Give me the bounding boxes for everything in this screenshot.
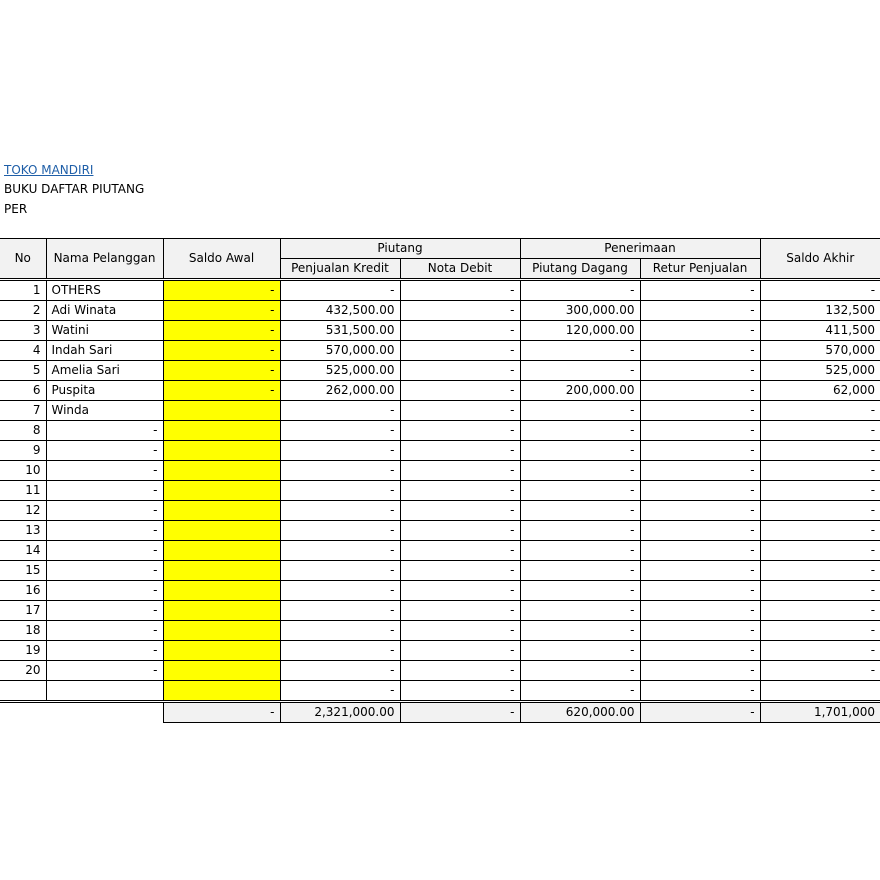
cell-saldo-awal[interactable]	[163, 461, 280, 481]
cell-no[interactable]: 10	[0, 461, 46, 481]
cell-no[interactable]: 3	[0, 321, 46, 341]
cell-nota-debit[interactable]: -	[400, 401, 520, 421]
cell-saldo-akhir[interactable]: -	[760, 280, 880, 301]
cell-nota-debit[interactable]: -	[400, 621, 520, 641]
table-row	[0, 361, 880, 381]
cell-saldo-awal[interactable]	[163, 661, 280, 681]
cell-nama-pelanggan[interactable]: -	[46, 601, 163, 621]
header-piutang-dagang: Piutang Dagang	[520, 259, 640, 280]
cell-penjualan-kredit[interactable]: 570,000.00	[280, 341, 400, 361]
cell-retur-penjualan[interactable]: -	[640, 341, 760, 361]
cell-nama-pelanggan[interactable]: OTHERS	[46, 280, 163, 301]
table-row	[0, 681, 880, 702]
cell-saldo-awal[interactable]	[163, 541, 280, 561]
cell-retur-penjualan[interactable]: -	[640, 461, 760, 481]
table-row	[0, 401, 880, 421]
cell-saldo-awal[interactable]: -	[163, 301, 280, 321]
cell-nota-debit[interactable]: -	[400, 581, 520, 601]
cell-saldo-akhir[interactable]: -	[760, 541, 880, 561]
cell-penjualan-kredit[interactable]: -	[280, 280, 400, 301]
report-period: PER	[4, 202, 28, 216]
cell-piutang-dagang[interactable]: -	[520, 621, 640, 641]
total-penjualan-kredit[interactable]: 2,321,000.00	[280, 702, 400, 723]
cell-saldo-awal[interactable]: -	[163, 361, 280, 381]
cell-piutang-dagang[interactable]: -	[520, 601, 640, 621]
cell-piutang-dagang[interactable]: -	[520, 541, 640, 561]
table-row	[0, 461, 880, 481]
cell-saldo-awal[interactable]	[163, 641, 280, 661]
cell-nama-pelanggan[interactable]: Winda	[46, 401, 163, 421]
cell-nota-debit[interactable]: -	[400, 501, 520, 521]
table-row	[0, 661, 880, 681]
cell-saldo-akhir[interactable]: -	[760, 661, 880, 681]
header-no: No	[0, 239, 46, 280]
cell-saldo-awal[interactable]: -	[163, 321, 280, 341]
header-nama-pelanggan: Nama Pelanggan	[46, 239, 163, 280]
cell-no[interactable]: 20	[0, 661, 46, 681]
cell-nota-debit[interactable]: -	[400, 661, 520, 681]
cell-piutang-dagang[interactable]: -	[520, 421, 640, 441]
header-nota-debit: Nota Debit	[400, 259, 520, 280]
cell-nama-pelanggan[interactable]: -	[46, 661, 163, 681]
cell-nama-pelanggan[interactable]: -	[46, 561, 163, 581]
cell-nota-debit[interactable]: -	[400, 381, 520, 401]
cell-nota-debit[interactable]: -	[400, 301, 520, 321]
cell-saldo-akhir[interactable]: -	[760, 441, 880, 461]
cell-nama-pelanggan[interactable]	[46, 681, 163, 702]
cell-no[interactable]	[0, 681, 46, 702]
cell-no[interactable]: 11	[0, 481, 46, 501]
cell-piutang-dagang[interactable]: -	[520, 521, 640, 541]
cell-no[interactable]: 8	[0, 421, 46, 441]
cell-penjualan-kredit[interactable]: -	[280, 521, 400, 541]
cell-retur-penjualan[interactable]: -	[640, 521, 760, 541]
cell-saldo-awal[interactable]	[163, 601, 280, 621]
cell-piutang-dagang[interactable]: -	[520, 461, 640, 481]
total-saldo-awal[interactable]: -	[163, 702, 280, 723]
cell-penjualan-kredit[interactable]: -	[280, 401, 400, 421]
cell-saldo-akhir[interactable]: -	[760, 401, 880, 421]
cell-nota-debit[interactable]: -	[400, 481, 520, 501]
receivables-ledger-table	[0, 238, 880, 723]
cell-no[interactable]: 1	[0, 280, 46, 301]
table-row	[0, 280, 880, 301]
totals-row	[0, 702, 880, 723]
table-row	[0, 321, 880, 341]
cell-saldo-awal[interactable]	[163, 501, 280, 521]
cell-nama-pelanggan[interactable]: -	[46, 641, 163, 661]
cell-no[interactable]: 9	[0, 441, 46, 461]
table-row	[0, 641, 880, 661]
table-row	[0, 381, 880, 401]
cell-nama-pelanggan[interactable]: -	[46, 621, 163, 641]
cell-saldo-awal[interactable]	[163, 621, 280, 641]
cell-piutang-dagang[interactable]: -	[520, 280, 640, 301]
cell-saldo-akhir[interactable]: -	[760, 501, 880, 521]
cell-nama-pelanggan[interactable]: Watini	[46, 321, 163, 341]
cell-saldo-akhir[interactable]: -	[760, 521, 880, 541]
cell-retur-penjualan[interactable]: -	[640, 501, 760, 521]
cell-nota-debit[interactable]: -	[400, 341, 520, 361]
table-row	[0, 301, 880, 321]
cell-retur-penjualan[interactable]: -	[640, 561, 760, 581]
cell-no[interactable]: 14	[0, 541, 46, 561]
cell-saldo-akhir[interactable]: 62,000	[760, 381, 880, 401]
cell-nama-pelanggan[interactable]: Indah Sari	[46, 341, 163, 361]
cell-saldo-akhir[interactable]: 411,500	[760, 321, 880, 341]
cell-penjualan-kredit[interactable]: -	[280, 621, 400, 641]
company-name-link[interactable]: TOKO MANDIRI	[4, 163, 94, 177]
cell-piutang-dagang[interactable]: -	[520, 641, 640, 661]
cell-penjualan-kredit[interactable]: -	[280, 581, 400, 601]
cell-saldo-awal[interactable]: -	[163, 341, 280, 361]
table-row	[0, 441, 880, 461]
cell-no[interactable]: 12	[0, 501, 46, 521]
cell-penjualan-kredit[interactable]: -	[280, 421, 400, 441]
table-row	[0, 481, 880, 501]
header-group-penerimaan: Penerimaan	[520, 239, 760, 259]
cell-retur-penjualan[interactable]: -	[640, 361, 760, 381]
cell-penjualan-kredit[interactable]: -	[280, 601, 400, 621]
cell-penjualan-kredit[interactable]: -	[280, 461, 400, 481]
cell-nama-pelanggan[interactable]: Puspita	[46, 381, 163, 401]
cell-retur-penjualan[interactable]: -	[640, 441, 760, 461]
header-saldo-akhir: Saldo Akhir	[760, 239, 880, 280]
totals-blank-cell	[0, 702, 163, 723]
cell-saldo-akhir[interactable]: -	[760, 481, 880, 501]
cell-saldo-akhir[interactable]	[760, 681, 880, 702]
table-row	[0, 541, 880, 561]
cell-nota-debit[interactable]: -	[400, 361, 520, 381]
cell-piutang-dagang[interactable]: 300,000.00	[520, 301, 640, 321]
cell-no[interactable]: 16	[0, 581, 46, 601]
cell-saldo-akhir[interactable]: -	[760, 561, 880, 581]
header-penjualan-kredit: Penjualan Kredit	[280, 259, 400, 280]
cell-nota-debit[interactable]: -	[400, 561, 520, 581]
cell-saldo-akhir[interactable]: -	[760, 581, 880, 601]
cell-nama-pelanggan[interactable]: -	[46, 521, 163, 541]
table-row	[0, 601, 880, 621]
cell-penjualan-kredit[interactable]: 262,000.00	[280, 381, 400, 401]
cell-saldo-akhir[interactable]: -	[760, 621, 880, 641]
cell-saldo-akhir[interactable]: 132,500	[760, 301, 880, 321]
cell-penjualan-kredit[interactable]: -	[280, 441, 400, 461]
cell-nota-debit[interactable]: -	[400, 641, 520, 661]
cell-retur-penjualan[interactable]: -	[640, 681, 760, 702]
cell-nama-pelanggan[interactable]: Adi Winata	[46, 301, 163, 321]
cell-piutang-dagang[interactable]: 200,000.00	[520, 381, 640, 401]
cell-nota-debit[interactable]: -	[400, 521, 520, 541]
cell-retur-penjualan[interactable]: -	[640, 581, 760, 601]
cell-penjualan-kredit[interactable]: 531,500.00	[280, 321, 400, 341]
cell-nota-debit[interactable]: -	[400, 441, 520, 461]
cell-penjualan-kredit[interactable]: -	[280, 481, 400, 501]
header-saldo-awal: Saldo Awal	[163, 239, 280, 280]
cell-saldo-akhir[interactable]: -	[760, 421, 880, 441]
table-row	[0, 501, 880, 521]
cell-piutang-dagang[interactable]: -	[520, 581, 640, 601]
cell-penjualan-kredit[interactable]: 525,000.00	[280, 361, 400, 381]
cell-saldo-awal[interactable]	[163, 441, 280, 461]
cell-nama-pelanggan[interactable]: -	[46, 481, 163, 501]
table-row	[0, 521, 880, 541]
cell-no[interactable]: 13	[0, 521, 46, 541]
cell-retur-penjualan[interactable]: -	[640, 421, 760, 441]
table-row	[0, 341, 880, 361]
cell-no[interactable]: 6	[0, 381, 46, 401]
cell-nota-debit[interactable]: -	[400, 280, 520, 301]
cell-no[interactable]: 2	[0, 301, 46, 321]
cell-penjualan-kredit[interactable]: -	[280, 681, 400, 702]
cell-saldo-awal[interactable]	[163, 521, 280, 541]
cell-saldo-awal[interactable]: -	[163, 381, 280, 401]
cell-saldo-akhir[interactable]: 570,000	[760, 341, 880, 361]
cell-nota-debit[interactable]: -	[400, 541, 520, 561]
table-row	[0, 621, 880, 641]
cell-retur-penjualan[interactable]: -	[640, 280, 760, 301]
cell-nota-debit[interactable]: -	[400, 461, 520, 481]
cell-no[interactable]: 15	[0, 561, 46, 581]
cell-penjualan-kredit[interactable]: -	[280, 501, 400, 521]
cell-piutang-dagang[interactable]: -	[520, 361, 640, 381]
cell-piutang-dagang[interactable]: -	[520, 561, 640, 581]
cell-penjualan-kredit[interactable]: -	[280, 561, 400, 581]
cell-saldo-awal[interactable]: -	[163, 280, 280, 301]
cell-nota-debit[interactable]: -	[400, 321, 520, 341]
cell-no[interactable]: 4	[0, 341, 46, 361]
header-retur-penjualan: Retur Penjualan	[640, 259, 760, 280]
report-title: BUKU DAFTAR PIUTANG	[4, 182, 145, 196]
cell-nama-pelanggan[interactable]: -	[46, 581, 163, 601]
ledger-body	[0, 280, 880, 702]
total-nota-debit[interactable]: -	[400, 702, 520, 723]
cell-nota-debit[interactable]: -	[400, 681, 520, 702]
cell-nama-pelanggan[interactable]: Amelia Sari	[46, 361, 163, 381]
cell-piutang-dagang[interactable]: 120,000.00	[520, 321, 640, 341]
cell-penjualan-kredit[interactable]: 432,500.00	[280, 301, 400, 321]
cell-nama-pelanggan[interactable]: -	[46, 501, 163, 521]
cell-retur-penjualan[interactable]: -	[640, 301, 760, 321]
cell-piutang-dagang[interactable]: -	[520, 481, 640, 501]
cell-retur-penjualan[interactable]: -	[640, 481, 760, 501]
cell-retur-penjualan[interactable]: -	[640, 661, 760, 681]
cell-retur-penjualan[interactable]: -	[640, 321, 760, 341]
total-saldo-akhir[interactable]: 1,701,000	[760, 702, 880, 723]
cell-piutang-dagang[interactable]: -	[520, 661, 640, 681]
table-row	[0, 421, 880, 441]
cell-nama-pelanggan[interactable]: -	[46, 441, 163, 461]
header-group-piutang: Piutang	[280, 239, 520, 259]
cell-piutang-dagang[interactable]: -	[520, 501, 640, 521]
cell-piutang-dagang[interactable]: -	[520, 341, 640, 361]
cell-saldo-akhir[interactable]: -	[760, 641, 880, 661]
cell-no[interactable]: 18	[0, 621, 46, 641]
cell-nota-debit[interactable]: -	[400, 421, 520, 441]
table-row	[0, 561, 880, 581]
cell-saldo-akhir[interactable]: -	[760, 601, 880, 621]
cell-saldo-awal[interactable]	[163, 561, 280, 581]
cell-saldo-awal[interactable]	[163, 481, 280, 501]
cell-no[interactable]: 7	[0, 401, 46, 421]
cell-saldo-awal[interactable]	[163, 401, 280, 421]
cell-penjualan-kredit[interactable]: -	[280, 541, 400, 561]
cell-saldo-awal[interactable]	[163, 421, 280, 441]
cell-retur-penjualan[interactable]: -	[640, 381, 760, 401]
cell-retur-penjualan[interactable]: -	[640, 401, 760, 421]
cell-saldo-awal[interactable]	[163, 581, 280, 601]
cell-saldo-akhir[interactable]: 525,000	[760, 361, 880, 381]
cell-nota-debit[interactable]: -	[400, 601, 520, 621]
cell-piutang-dagang[interactable]: -	[520, 681, 640, 702]
cell-nama-pelanggan[interactable]: -	[46, 421, 163, 441]
table-row	[0, 581, 880, 601]
cell-retur-penjualan[interactable]: -	[640, 621, 760, 641]
cell-piutang-dagang[interactable]: -	[520, 401, 640, 421]
cell-piutang-dagang[interactable]: -	[520, 441, 640, 461]
cell-nama-pelanggan[interactable]: -	[46, 541, 163, 561]
cell-saldo-akhir[interactable]: -	[760, 461, 880, 481]
cell-penjualan-kredit[interactable]: -	[280, 641, 400, 661]
cell-no[interactable]: 17	[0, 601, 46, 621]
cell-no[interactable]: 19	[0, 641, 46, 661]
cell-retur-penjualan[interactable]: -	[640, 641, 760, 661]
cell-no[interactable]: 5	[0, 361, 46, 381]
cell-retur-penjualan[interactable]: -	[640, 541, 760, 561]
cell-saldo-awal[interactable]	[163, 681, 280, 702]
total-retur-penjualan[interactable]: -	[640, 702, 760, 723]
total-piutang-dagang[interactable]: 620,000.00	[520, 702, 640, 723]
cell-penjualan-kredit[interactable]: -	[280, 661, 400, 681]
cell-retur-penjualan[interactable]: -	[640, 601, 760, 621]
cell-nama-pelanggan[interactable]: -	[46, 461, 163, 481]
